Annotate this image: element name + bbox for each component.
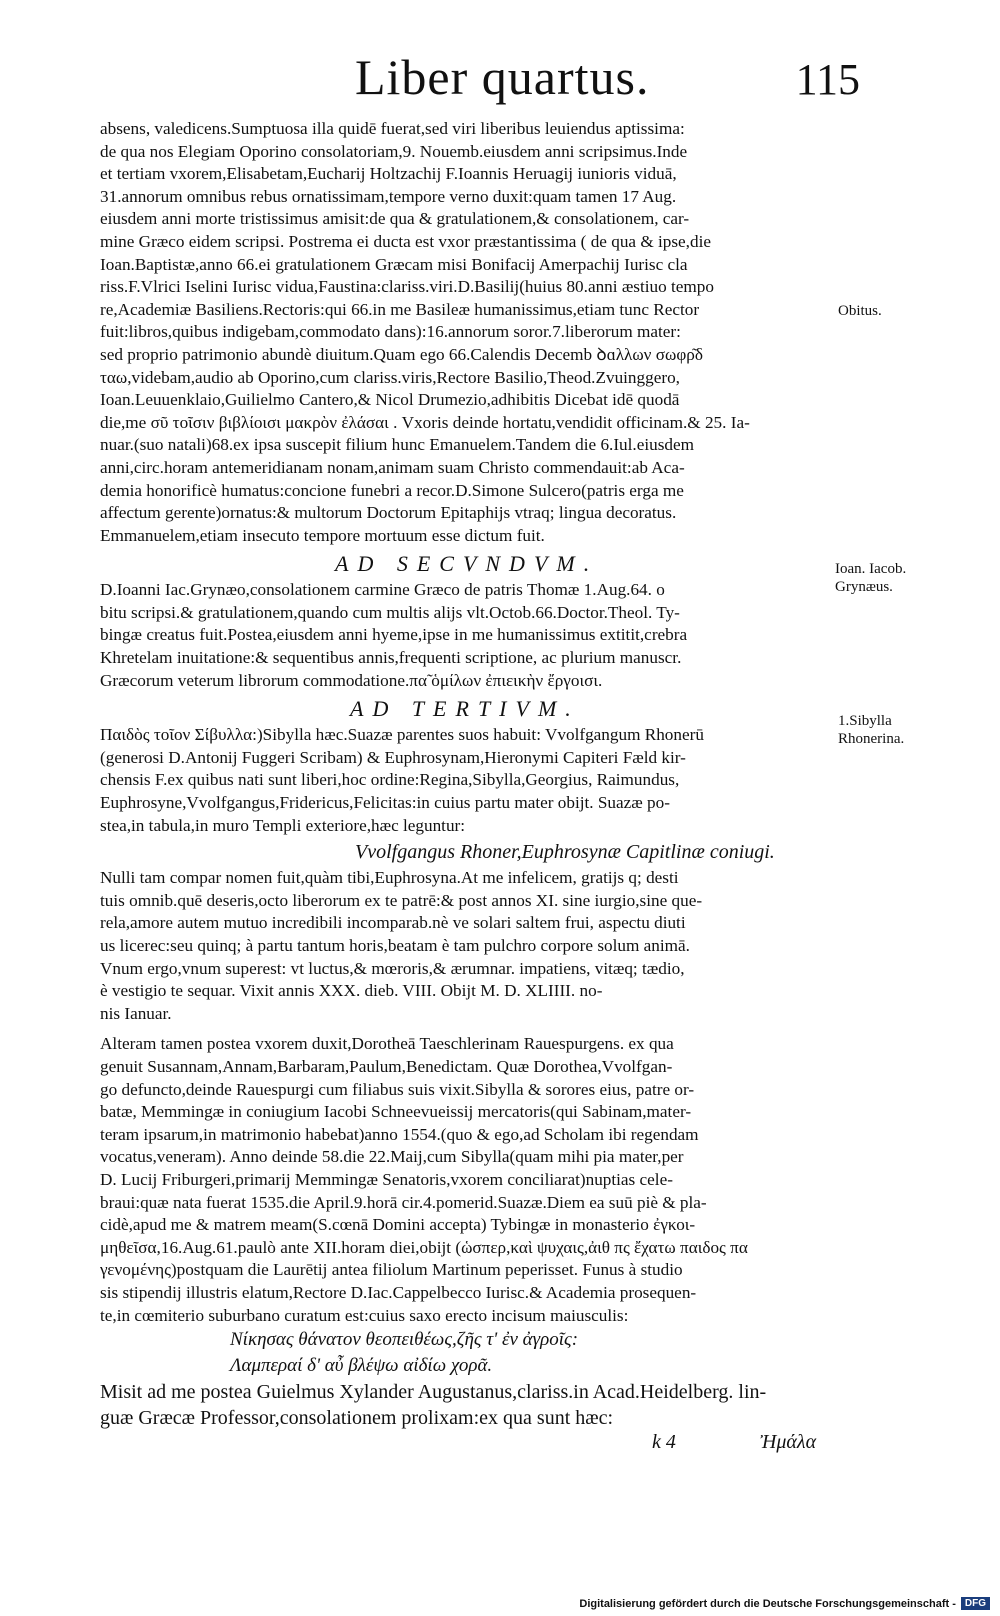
text-line: (generosi D.Antonij Fuggeri Scribam) & Euphrosynam,Hieronymi Capiteri Fæld kir-	[100, 747, 686, 767]
intro-paragraph	[100, 118, 835, 547]
text-line: μηθεῖσα,16.Aug.61.paulò ante XII.horam diei,obijt (ὡσπερ,καὶ ψυχαις,ἀιθ πς ἔχατω παιδος πα	[100, 1237, 748, 1257]
text-line: Misit ad me postea Guielmus Xylander Augustanus,clariss.in Acad.Heidelberg. lin-	[100, 1381, 767, 1404]
text-line: de qua nos Elegiam Oporino consolatoriam,9. Nouemb.eiusdem anni scripsimus.Inde	[100, 141, 688, 161]
signature-mark: k 4	[652, 1431, 676, 1454]
text-line: go defuncto,deinde Rauespurgi cum filiabus suis vixit.Sibylla & sorores eius, patre or-	[100, 1079, 695, 1099]
tertium-paragraph	[100, 724, 835, 837]
text-line: bingæ creatus fuit.Postea,eiusdem anni hyeme,ipse in me humanissimus extitit,crebra	[100, 625, 688, 645]
closing-paragraph	[100, 1033, 835, 1327]
margin-note-sibylla	[838, 712, 904, 748]
text-line: genuit Susannam,Annam,Barbaram,Paulum,Benedictam. Quæ Dorothea,Vvolfgan-	[100, 1056, 673, 1076]
page-header	[100, 48, 860, 108]
page-number: 115	[795, 55, 860, 104]
text-line: fuit:libros,quibus indigebam,commodato dans):16.annorum soror.7.liberorum mater:	[100, 322, 681, 342]
text-line: te,in cœmiterio suburbano curatum est:cuius saxo erecto incisum maiusculis:	[100, 1305, 629, 1325]
margin-note-line: 1.Sibylla	[838, 713, 892, 729]
margin-note-line: Obitus.	[838, 303, 882, 319]
text-line: ταω,videbam,audio ab Oporino,cum clariss.viris,Rectore Basilio,Theod.Zvuinggero,	[100, 367, 680, 387]
catchline	[100, 1431, 835, 1461]
epitaph-text	[100, 867, 835, 1025]
text-line: rela,amore autem mutuo incredibili incomparab.nè ve solari saltem frui, aspectu diuti	[100, 913, 686, 933]
text-line: absens, valedicens.Sumptuosa illa quidē fuerat,sed viri liberibus leuiendus aptissima:	[100, 119, 685, 138]
dfg-logo: DFG	[961, 1597, 990, 1610]
secundum-paragraph	[100, 579, 835, 692]
text-line: re,Academiæ Basiliens.Rectoris:qui 66.in me Basileæ humanissimus,etiam tunc Rector	[100, 299, 700, 319]
text-line: affectum gerente)ornatus:& multorum Doctorum Epitaphijs vtraq; lingua decoratus.	[100, 503, 677, 523]
margin-note-line: Rhonerina.	[838, 731, 905, 747]
text-line: batæ, Memmingæ in coniugium Iacobi Schneevueissij mercatoris(qui Sabinam,mater-	[100, 1102, 692, 1122]
footer-text: Digitalisierung gefördert durch die Deutsche Forschungsgemeinschaft -	[579, 1597, 956, 1610]
text-line: Νίκησας θάνατον θεοπειθέως,ζῆς τ' ἐν ἀγροῖς:	[230, 1329, 579, 1351]
text-line: chensis F.ex quibus nati sunt liberi,hoc ordine:Regina,Sibylla,Georgius, Raimundus,	[100, 770, 680, 790]
margin-note-grynaeus	[835, 560, 906, 596]
text-line: nuar.(suo natali)68.ex ipsa suscepit filium hunc Emanuelem.Tandem die 6.Iul.eiusdem	[100, 435, 694, 455]
margin-note-obitus	[838, 302, 882, 320]
section-heading-secundum: AD SECVNDVM.	[335, 551, 599, 577]
text-line: anni,circ.horam antemeridianam nonam,animam suam Christo commendauit:ab Aca-	[100, 457, 685, 477]
epitaph-heading: Vvolfgangus Rhoner,Euphrosynæ Capitlinæ coniugi.	[355, 841, 775, 864]
text-line: Khretelam inuitatione:& sequentibus annis,frequenti scriptione, ac plurium manuscr.	[100, 648, 682, 668]
text-line: Emmanuelem,etiam insecuto tempore mortuum esse dictum fuit.	[100, 525, 545, 545]
text-line: D. Lucij Friburgeri,primarij Memmingæ Senatoris,vxorem conciliarat)nuptias cele-	[100, 1169, 673, 1189]
text-line: tuis omnib.quē deseris,octo liberorum ex te patrē:& post annos XI. sine iurgio,sine que-	[100, 890, 703, 910]
text-line: vocatus,veneram). Anno deinde 58.die 22.Maij,cum Sibylla(quam mihi pia mater,per	[100, 1147, 684, 1167]
text-line: teram ipsarum,in matrimonio habebat)anno 1554.(quo & ego,ad Scholam ibi regendam	[100, 1124, 699, 1144]
text-line: riss.F.Vlrici Iselini Iurisc vidua,Faustina:clariss.viri.D.Basilij(huius 80.anni æstiuo tempo	[100, 277, 714, 297]
text-line: Nulli tam compar nomen fuit,quàm tibi,Euphrosyna.At me infelicem, gratijs q; desti	[100, 868, 679, 888]
text-line: eiusdem anni morte tristissimus amisit:de qua & gratulationem,& consolationem, car-	[100, 209, 690, 229]
text-line: guæ Græcæ Professor,consolationem prolixam:ex qua sunt hæc:	[100, 1407, 614, 1430]
text-line: 31.annorum omnibus rebus ornatissimam,tempore verno duxit:quam tamen 17 Aug.	[100, 186, 677, 206]
text-line: cidè,apud me & matrem meam(S.cœnā Domini accepta) Tybingæ in monasterio ἐγκοι-	[100, 1215, 696, 1235]
text-line: mine Græco eidem scripsi. Postrema ei ducta est vxor præstantissima ( de qua & ipse,die	[100, 231, 711, 251]
text-line: Alteram tamen postea vxorem duxit,Dorotheā Taeschlerinam Rauespurgens. ex qua	[100, 1034, 674, 1054]
section-heading-tertium: AD TERTIVM.	[350, 696, 580, 722]
text-line: nis Ianuar.	[100, 1003, 172, 1023]
text-line: è vestigio te sequar. Vixit annis XXX. dieb. VIII. Obijt M. D. XLIIII. no-	[100, 981, 603, 1001]
margin-note-line: Grynæus.	[835, 579, 893, 595]
text-line: braui:quæ nata fuerat 1535.die April.9.horā cir.4.pomerid.Suazæ.Diem ea suū piè & pla-	[100, 1192, 707, 1212]
text-line: γενομένης)postquam die Laurētij antea filiolum Martinum peperisset. Funus à studio	[100, 1260, 683, 1280]
text-line: demia honorificè humatus:concione funebri a recor.D.Simone Sulcero(patris erga me	[100, 480, 684, 500]
final-paragraph	[100, 1379, 835, 1431]
text-line: Euphrosyne,Vvolfgangus,Fridericus,Felicitas:in cuius partu mater obijt. Suazæ po-	[100, 793, 670, 813]
text-line: Λαμπεραί δ' αὖ βλέψω αἰδίω χορᾶ.	[230, 1355, 493, 1377]
text-line: Ioan.Baptistæ,anno 66.ei gratulationem Græcam misi Bonifacij Amerpachij Iurisc cla	[100, 254, 688, 274]
text-line: die,me σῦ τοῖσιν βιβλίοισι μακρὸν ἐλάσαι . Vxoris deinde hortatu,vendidit officinam.& 25. Ia-	[100, 412, 750, 432]
margin-note-line: Ioan. Iacob.	[835, 561, 907, 577]
text-line: Vnum ergo,vnum superest: vt luctus,& mœroris,& ærumnar. impatiens, vitæq; tædio,	[100, 958, 685, 978]
greek-verse	[100, 1327, 835, 1379]
text-line: sis stipendij illustris elatum,Rectore D.Iac.Cappelbecco Iurisc.& Academia prosequen-	[100, 1282, 697, 1302]
text-line: Ioan.Leuuenklaio,Guilielmo Cantero,& Nicol Drumezio,adhibitis Dicebat idē quodā	[100, 390, 680, 410]
digitization-footer	[579, 1597, 990, 1610]
text-line: bitu scripsi.& gratulationem,quando cum multis alijs vlt.Octob.66.Doctor.Theol. Ty-	[100, 602, 680, 622]
catchword: Ἠμάλα	[760, 1431, 817, 1454]
text-line: et tertiam vxorem,Elisabetam,Eucharij Holtzachij F.Ioannis Heruagij iunioris viduā,	[100, 164, 677, 184]
text-line: D.Ioanni Iac.Grynæo,consolationem carmine Græco de patris Thomæ 1.Aug.64. o	[100, 580, 665, 600]
text-line: stea,in tabula,in muro Templi exteriore,hæc leguntur:	[100, 815, 466, 835]
text-line: us licerec:seu quinq; à partu tantum horis,beatam è tam pulchro corpore solum animā.	[100, 936, 690, 955]
text-line: Græcorum veterum librorum commodatione.πα̃ ὁμίλων ἐπιεικὴν ἔργοισι.	[100, 670, 603, 690]
running-title: Liber quartus.	[355, 49, 650, 105]
text-line: Παιδὸς τοῖον Σίβυλλα:)Sibylla hæc.Suazæ parentes suos habuit: Vvolfgangum Rhonerū	[100, 725, 704, 745]
text-line: sed proprio patrimonio abundè diuitum.Quam ego 66.Calendis Decemb ꝺɑλλων σωφρ͂δ	[100, 344, 703, 364]
page-body	[100, 118, 835, 1461]
